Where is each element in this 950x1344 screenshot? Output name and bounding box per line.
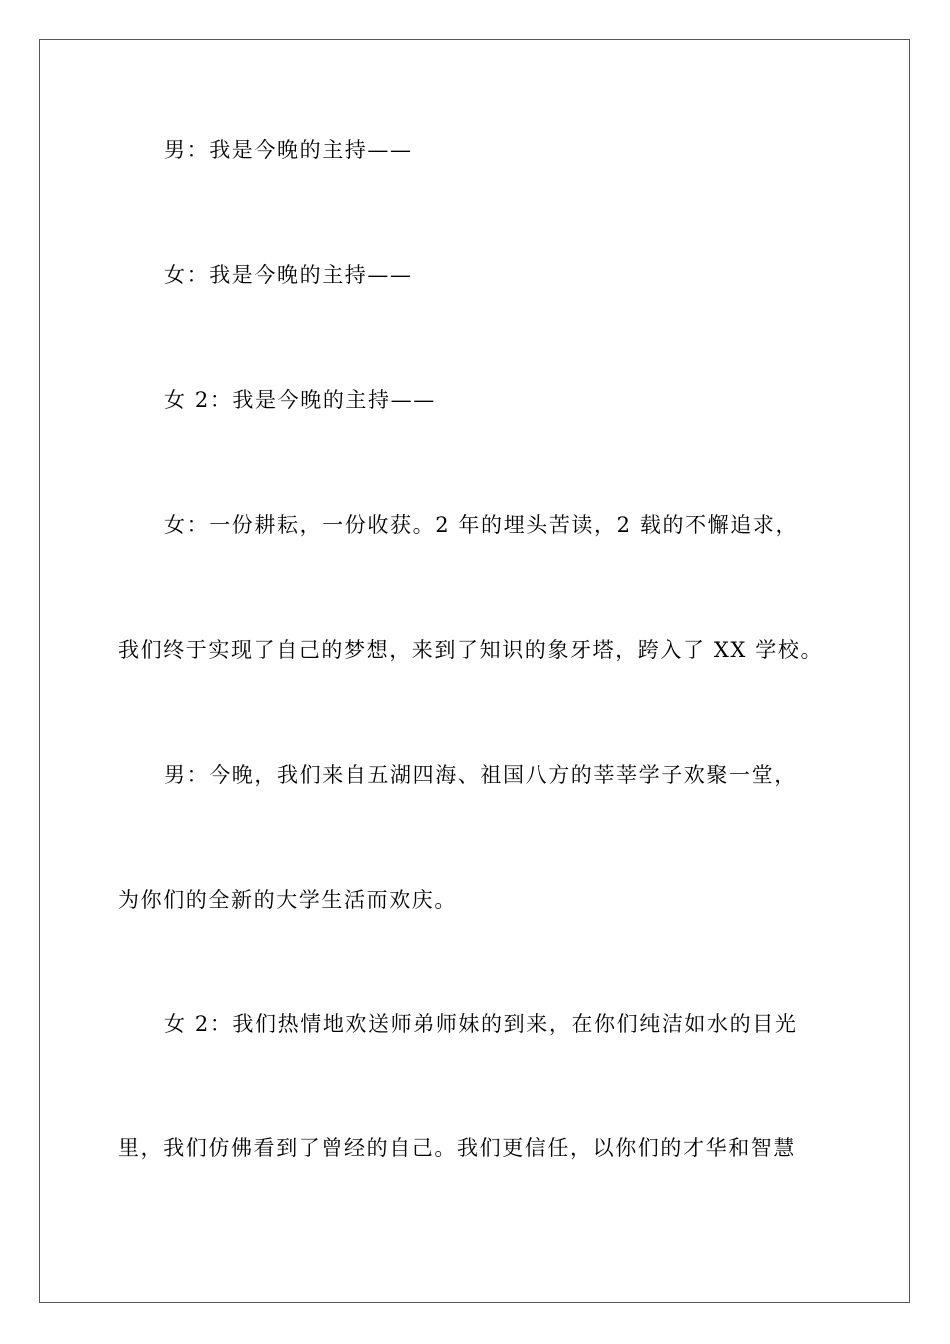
line-1: 男：我是今晚的主持—— [164,138,413,162]
line-7: 为你们的全新的大学生活而欢庆。 [118,888,457,912]
line-8: 女 2：我们热情地欢送师弟师妹的到来，在你们纯洁如水的目光 [164,1012,798,1036]
line-4: 女：一份耕耘，一份收获。2 年的埋头苦读，2 载的不懈追求， [164,513,799,537]
line-5: 我们终于实现了自己的梦想，来到了知识的象牙塔，跨入了 XX 学校。 [118,638,824,662]
line-6: 男：今晚，我们来自五湖四海、祖国八方的莘莘学子欢聚一堂， [164,763,797,787]
page-border [39,39,910,1303]
line-2: 女：我是今晚的主持—— [164,263,413,287]
line-9: 里，我们仿佛看到了曾经的自己。我们更信任，以你们的才华和智慧 [118,1136,796,1160]
line-3: 女 2：我是今晚的主持—— [164,388,436,412]
